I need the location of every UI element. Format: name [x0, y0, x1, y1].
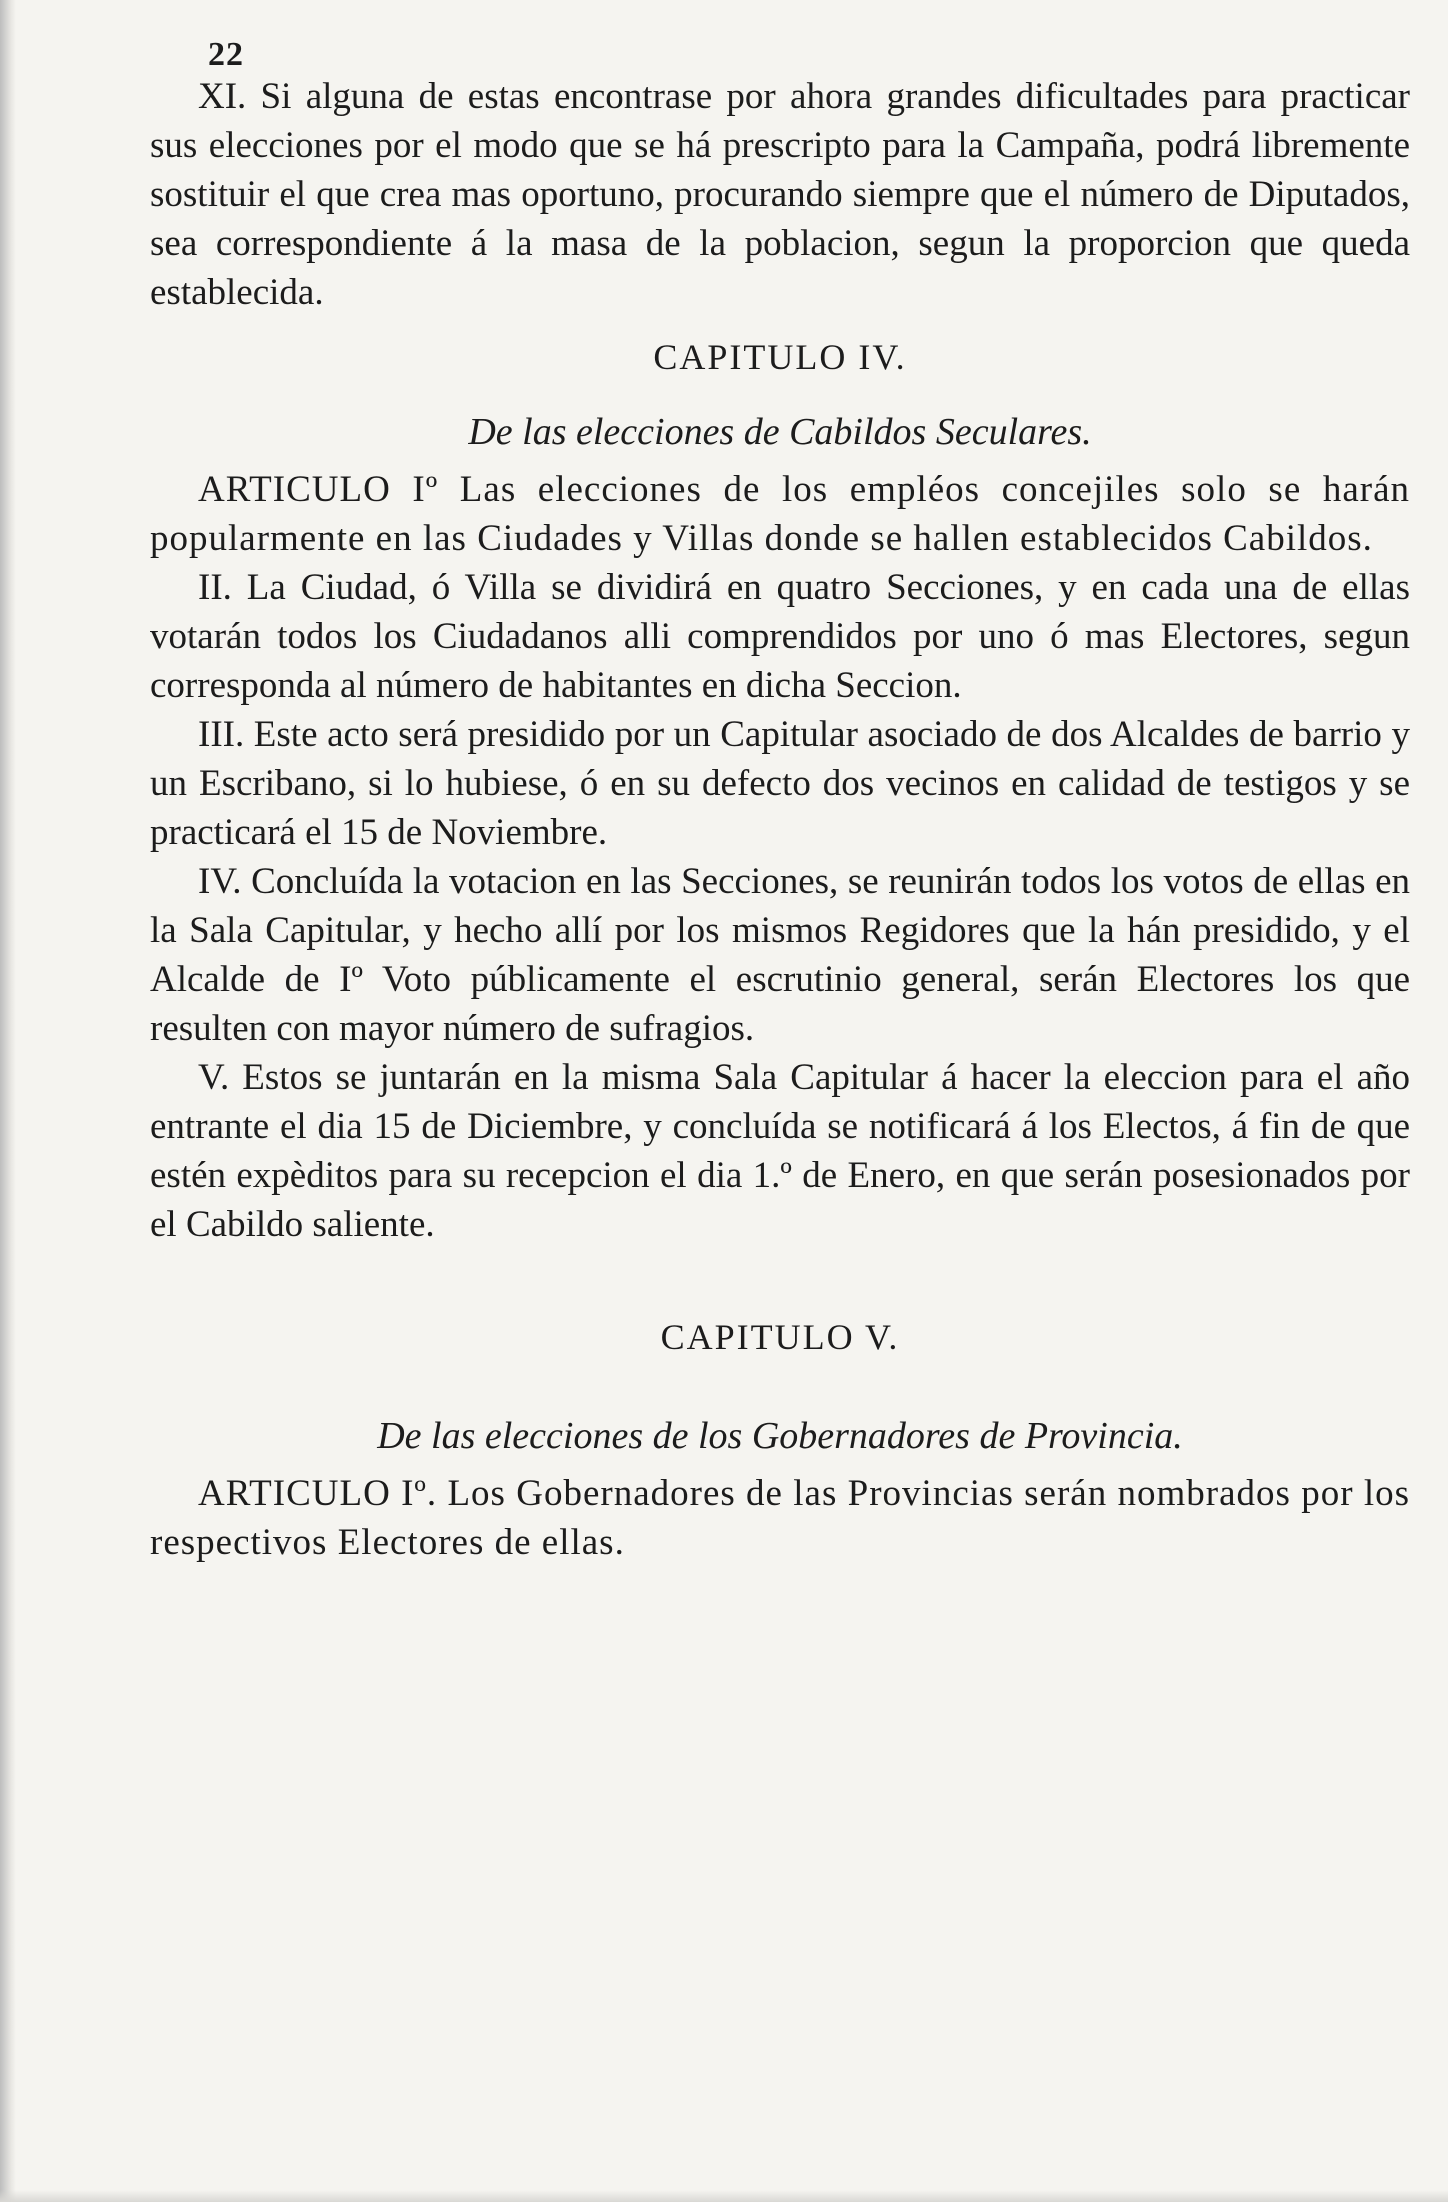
chapter-v-title: De las elecciones de los Gobernadores de Provincia.	[377, 1415, 1183, 1457]
paragraph-article-iv: IV. Concluída la votacion en las Secciones, se reunirán todos los votos de ellas en la Sala Capitular, y hecho allí por los mismos Regidores que la hán presidido, y el Alcalde de Iº Voto públicamente el escrutinio general, serán Electores los que resulten con mayor número de sufragios.	[150, 861, 1410, 1049]
paragraph-article-xi: XI. Si alguna de estas encontrase por ahora grandes dificultades para practicar sus elecciones por el modo que se há prescripto para la Campaña, podrá libremente sostituir el que crea mas oportuno, procurando siempre que el número de Diputados, sea correspondiente á la masa de la poblacion, segun la proporcion que queda establecida.	[150, 76, 1410, 313]
page-number: 22	[208, 36, 244, 73]
page-body	[150, 42, 1410, 1567]
chapter-iv-heading: CAPITULO IV.	[653, 337, 907, 377]
page-bottom-edge	[0, 2190, 1448, 2202]
page-gutter-shadow	[0, 0, 16, 2202]
paragraph-article-ii: II. La Ciudad, ó Villa se dividirá en quatro Secciones, y en cada una de ellas votarán todos los Ciudadanos alli comprendidos por uno ó mas Electores, segun corresponda al número de habitantes en dicha Seccion.	[150, 567, 1410, 706]
chapter-v-heading: CAPITULO V.	[660, 1317, 900, 1357]
paragraph-chapter-v-article-i: ARTICULO Iº. Los Gobernadores de las Provincias serán nombrados por los respectivos Electores de ellas.	[150, 1473, 1410, 1563]
paragraph-article-i: ARTICULO Iº Las elecciones de los empléos concejiles solo se harán popularmente en las Ciudades y Villas donde se hallen establecidos Cabildos.	[150, 469, 1410, 559]
paragraph-article-v: V. Estos se juntarán en la misma Sala Capitular á hacer la eleccion para el año entrante el dia 15 de Diciembre, y concluída se notificará á los Electos, á fin de que estén expèditos para su recepcion el dia 1.º de Enero, en que serán posesionados por el Cabildo saliente.	[150, 1057, 1410, 1245]
paragraph-article-iii: III. Este acto será presidido por un Capitular asociado de dos Alcaldes de barrio y un Escribano, si lo hubiese, ó en su defecto dos vecinos en calidad de testigos y se practicará el 15 de Noviembre.	[150, 714, 1410, 853]
chapter-iv-title: De las elecciones de Cabildos Seculares.	[468, 411, 1092, 453]
